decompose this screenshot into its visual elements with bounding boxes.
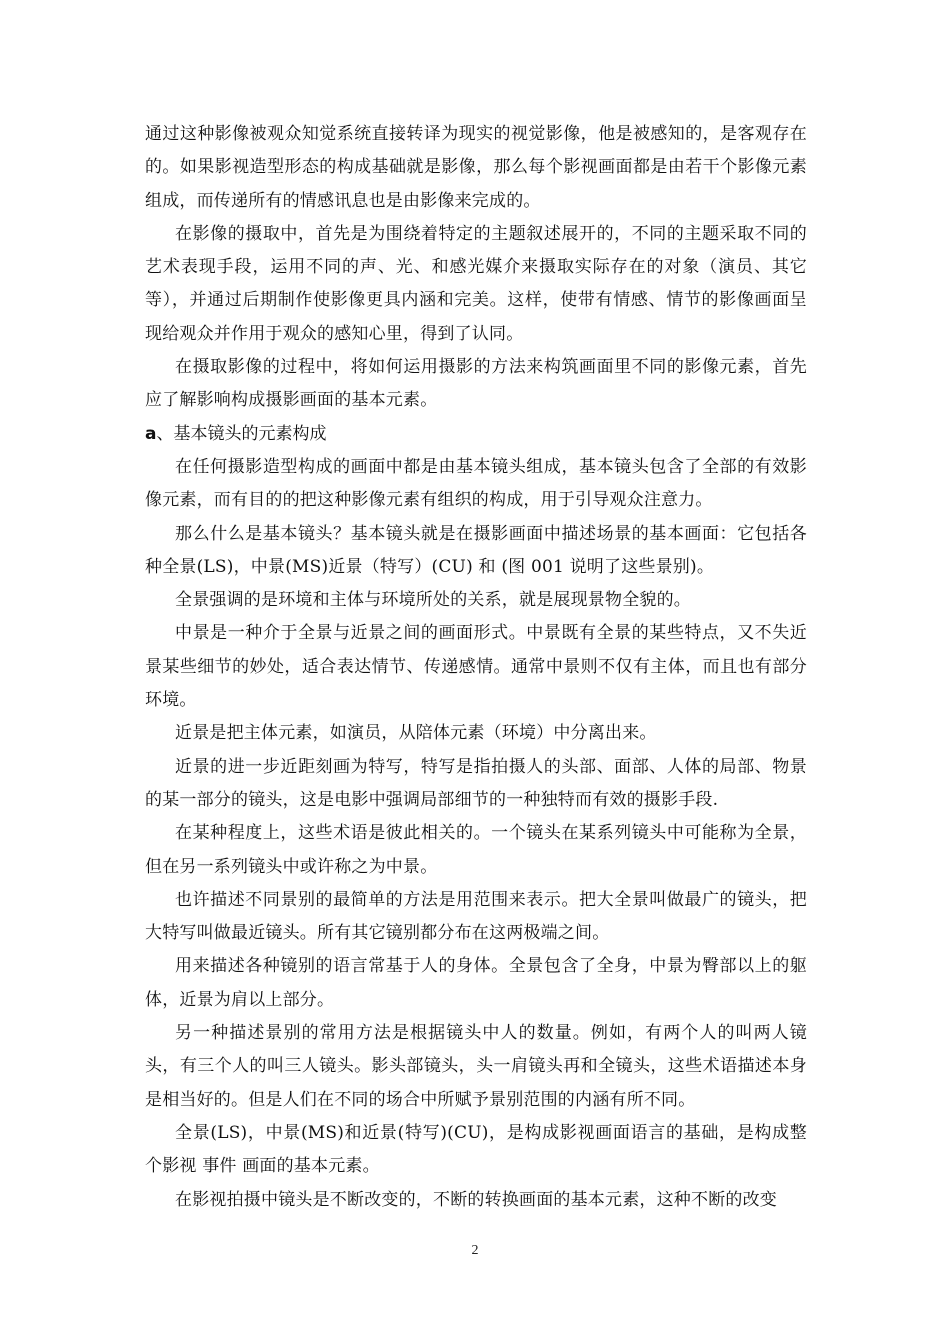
section-heading — [145, 418, 807, 451]
paragraph: 用来描述各种镜别的语言常基于人的身体。全景包含了全身，中景为臀部以上的躯体，近景为肩以上部分。 — [145, 956, 807, 1010]
section-heading-text: 、基本镜头的元素构成 — [156, 423, 327, 444]
paragraph: 另一种描述景别的常用方法是根据镜头中人的数量。例如，有两个人的叫两人镜头，有三个人的叫三人镜头。影头部镜头，头一肩镜头再和全镜头，这些术语描述本身是相当好的。但是人们在不同的场合中所赋予景别范围的内涵有所不同。 — [145, 1023, 807, 1110]
paragraph: 中景是一种介于全景与近景之间的画面形式。中景既有全景的某些特点，又不失近景某些细节的妙处，适合表达情节、传递感情。通常中景则不仅有主体，而且也有部分环境。 — [145, 623, 807, 711]
page-body — [145, 118, 807, 1217]
paragraph: 在影视拍摄中镜头是不断改变的，不断的转换画面的基本元素，这种不断的改变 — [175, 1189, 777, 1210]
paragraph: 近景是把主体元素，如演员，从陪体元素（环境）中分离出来。 — [175, 723, 657, 744]
paragraph: 近景的进一步近距刻画为特写，特写是指拍摄人的头部、面部、人体的局部、物景的某一部分的镜头，这是电影中强调局部细节的一种独特而有效的摄影手段. — [145, 756, 807, 810]
paragraph: 也许描述不同景别的最简单的方法是用范围来表示。把大全景叫做最广的镜头，把大特写叫做最近镜头。所有其它镜别都分布在这两极端之间。 — [145, 889, 807, 944]
section-heading-marker: a — [145, 423, 157, 444]
paragraph: 在摄取影像的过程中，将如何运用摄影的方法来构筑画面里不同的影像元素，首先应了解影响构成摄影画面的基本元素。 — [145, 357, 807, 411]
page-number: 2 — [471, 1243, 479, 1258]
paragraph: 那么什么是基本镜头？基本镜头就是在摄影画面中描述场景的基本画面：它包括各种全景(LS)，中景(MS)近景（特写）(CU) 和 (图 001 说明了这些景别)。 — [145, 523, 807, 577]
paragraph: 全景(LS)，中景(MS)和近景(特写)(CU)，是构成影视画面语言的基础，是构成整个影视 事件 画面的基本元素。 — [145, 1122, 807, 1177]
paragraph: 在某种程度上，这些术语是彼此相关的。一个镜头在某系列镜头中可能称为全景，但在另一系列镜头中或许称之为中景。 — [145, 823, 807, 877]
paragraph: 通过这种影像被观众知觉系统直接转译为现实的视觉影像，他是被感知的，是客观存在的。如果影视造型形态的构成基础就是影像，那么每个影视画面都是由若干个影像元素组成，而传递所有的情感讯息也是由影像来完成的。 — [145, 124, 807, 211]
paragraph: 在影像的摄取中，首先是为围绕着特定的主题叙述展开的，不同的主题采取不同的艺术表现手段，运用不同的声、光、和感光媒介来摄取实际存在的对象（演员、其它等），并通过后期制作使影像更具内涵和完美。这样，使带有情感、情节的影像画面呈现给观众并作用于观众的感知心里，得到了认同。 — [145, 223, 807, 344]
paragraph: 全景强调的是环境和主体与环境所处的关系，就是展现景物全貌的。 — [175, 590, 691, 611]
paragraph: 在任何摄影造型构成的画面中都是由基本镜头组成，基本镜头包含了全部的有效影像元素，而有目的的把这种影像元素有组织的构成，用于引导观众注意力。 — [145, 456, 807, 511]
